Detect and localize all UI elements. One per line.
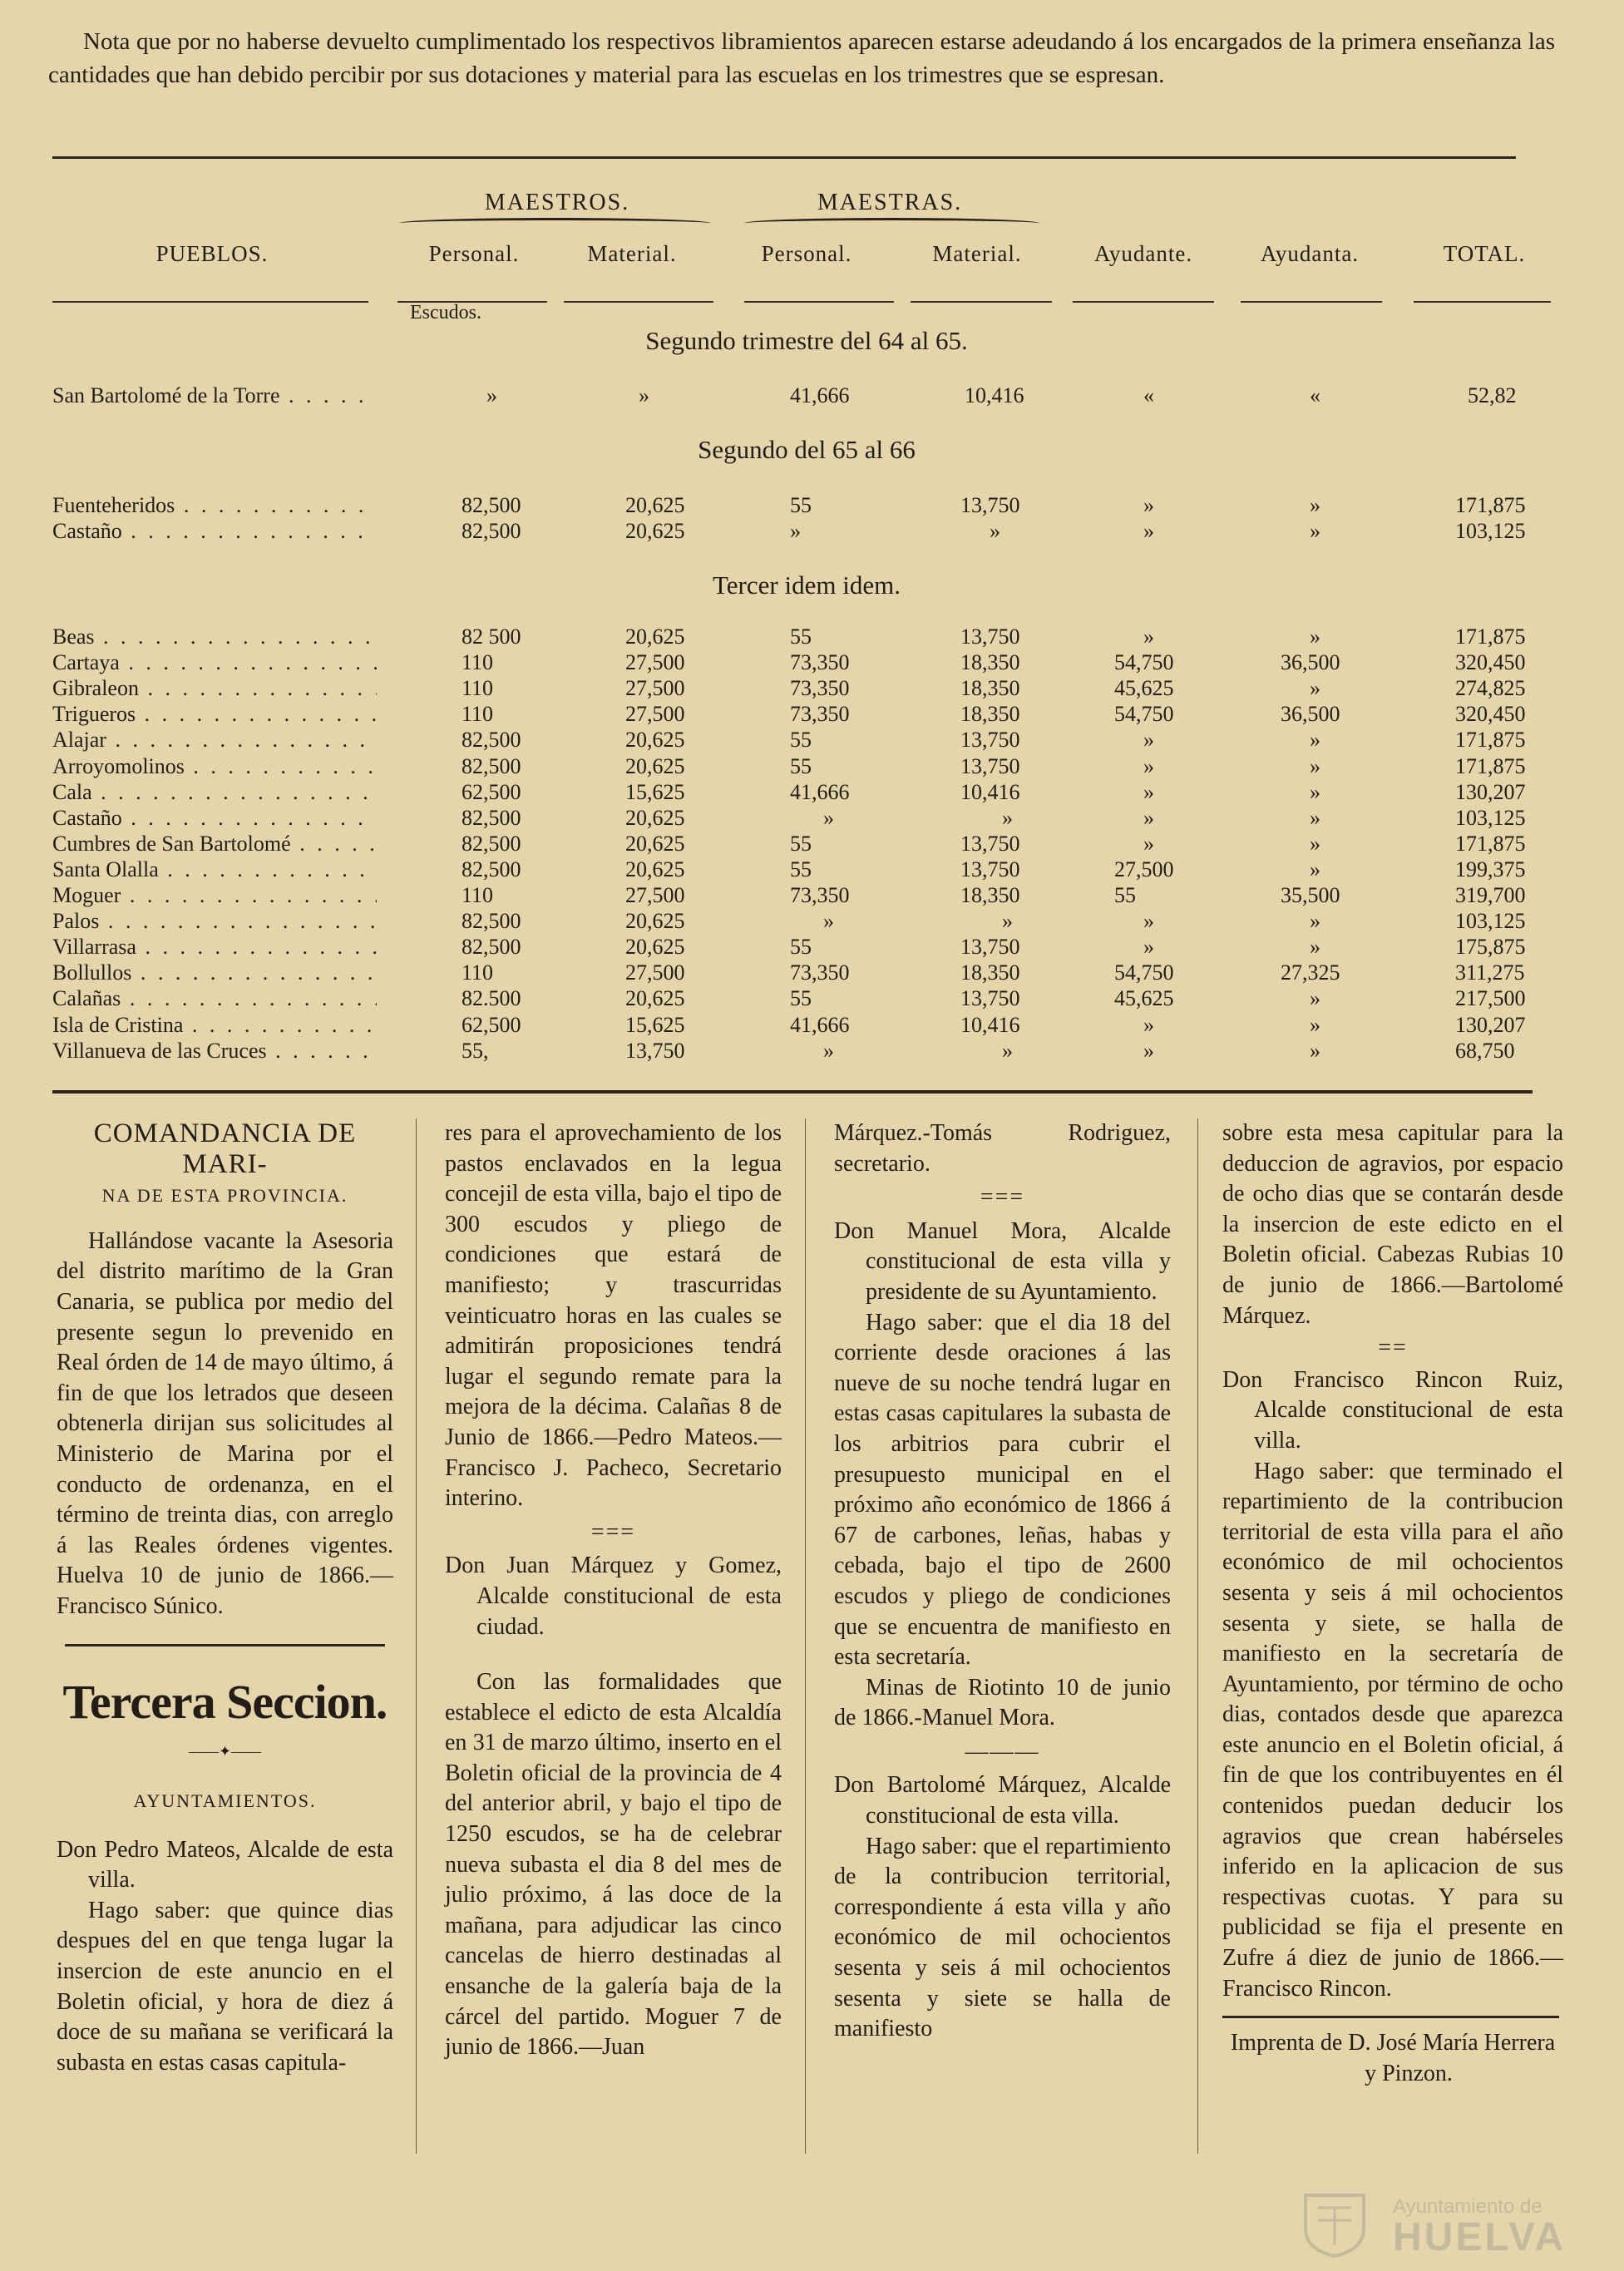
cell-material-maestras: 13,750 <box>960 493 1020 517</box>
header-total: TOTAL. <box>1443 241 1526 266</box>
town-name: Cala . . . <box>52 779 377 805</box>
cell-material-maestras: » <box>990 519 1000 543</box>
cell-ayudante: » <box>1143 779 1154 804</box>
cell-ayudante: » <box>1143 519 1154 543</box>
town-name: Castaño . . . <box>52 518 377 544</box>
cell-ayudante: » <box>1143 805 1154 830</box>
cell-material-maestros: 27,500 <box>625 960 685 985</box>
cell-personal-maestros: 55, <box>462 1038 489 1063</box>
brace-maestros <box>399 218 711 229</box>
watermark-logo <box>1285 2191 1601 2258</box>
cell-ayudante: » <box>1143 625 1154 649</box>
short-rule <box>65 1644 385 1646</box>
table-row <box>0 518 1624 544</box>
notice-title: Don Juan Márquez y Gomez, Alcalde constitucional de esta ciudad. <box>445 1553 782 1640</box>
cell-ayudanta: » <box>1310 805 1320 830</box>
notice-body: Hago saber: que el repartimiento de la contribucion territorial, correspondiente á esta villa y año económico de mil ochocientos sesenta y seis á mil ochocientos sesenta y siete se halla de manifiesto <box>834 1833 1171 2042</box>
cell-ayudanta: » <box>1310 519 1320 543</box>
cell-personal-maestras: 73,350 <box>790 676 850 701</box>
cell-personal-maestros: 82,500 <box>462 805 521 830</box>
separator: ——— <box>965 1738 1040 1765</box>
town-name: Alajar . . . <box>52 727 377 753</box>
shield-icon <box>1293 2191 1376 2258</box>
town-name: Isla de Cristina . . . <box>52 1012 377 1038</box>
table-row <box>0 779 1624 805</box>
cell-total: 68,750 <box>1455 1038 1515 1063</box>
cell-total: 311,275 <box>1455 960 1525 985</box>
cell-material-maestras: 10,416 <box>965 383 1024 407</box>
town-name: San Bartolomé de la Torre . . . <box>52 383 377 408</box>
cell-material-maestras: 10,416 <box>960 779 1020 804</box>
subheading-ayuntamientos: AYUNTAMIENTOS. <box>133 1790 317 1812</box>
cell-ayudanta: » <box>1310 728 1320 753</box>
town-name: Arroyomolinos . . . <box>52 753 377 779</box>
cell-material-maestras: 13,750 <box>960 935 1020 960</box>
header-material-maestros: Material. <box>587 241 677 266</box>
cell-personal-maestros: 62,500 <box>462 1012 521 1037</box>
header-underline-personal-maestras <box>744 301 894 303</box>
cell-material-maestras: 13,750 <box>960 986 1020 1011</box>
cell-ayudanta: « <box>1310 383 1320 407</box>
notice-sign: Minas de Riotinto 10 de junio de 1866.-Manuel Mora. <box>834 1674 1171 1731</box>
cell-material-maestras: » <box>1002 1038 1013 1063</box>
cell-ayudante: » <box>1143 935 1154 960</box>
header-underline-material-maestras <box>911 301 1052 303</box>
cell-ayudante: 54,750 <box>1114 702 1174 727</box>
notice-body: Hago saber: que el dia 18 del corriente desde oraciones á las nueve de su noche tendrá lugar en estas casas capitulares la subasta de los arbitrios para cubrir el presupuesto municipal en el próximo año económico de 1866 á 67 de carbones, leñas, habas y cebada, bajo el tipo de 2600 escudos y pliego de condiciones que se encuentra de manifiesto en esta secretaría. <box>834 1309 1171 1671</box>
table-bottom-rule <box>52 1090 1533 1094</box>
separator: == <box>1378 1335 1408 1361</box>
column-4 <box>1222 1118 1563 2089</box>
cell-personal-maestras: 73,350 <box>790 883 850 907</box>
column-divider <box>805 1118 806 2154</box>
cell-personal-maestras: » <box>823 1038 834 1063</box>
cell-material-maestras: » <box>1002 909 1013 934</box>
cell-personal-maestras: 55 <box>790 625 812 649</box>
cell-ayudanta: » <box>1310 779 1320 804</box>
intro-text: Nota que por no haberse devuelto cumplimentado los respectivos libramientos aparecen estarse adeudando á los encargados de la primera enseñanza las cantidades que han debido percibir por sus dotaciones y material para las escuelas en los trimestres que se espresan. <box>48 28 1555 88</box>
cell-personal-maestros: 110 <box>462 676 494 701</box>
town-name: Santa Olalla . . . <box>52 857 377 882</box>
table-row <box>0 960 1624 985</box>
separator: === <box>590 1518 636 1545</box>
cell-material-maestras: » <box>1002 805 1013 830</box>
header-material-maestras: Material. <box>932 241 1022 266</box>
cell-material-maestros: 27,500 <box>625 650 685 675</box>
cell-ayudante: 55 <box>1114 883 1136 907</box>
notice-title: Don Manuel Mora, Alcalde constitucional de esta villa y presidente de su Ayuntamiento. <box>834 1217 1171 1305</box>
cell-ayudante: 45,625 <box>1114 986 1174 1011</box>
column-2 <box>445 1118 782 2063</box>
notice-body: Con las formalidades que establece el edicto de esta Alcaldía en 31 de marzo último, inserto en el Boletin oficial de la provincia de 4 del anterior abril, y bajo el tipo de 1250 escudos, se ha de celebrar nueva subasta el dia 8 del mes de julio próximo, á las doce de la mañana, para adjudicar las cinco cancelas de hierro destinadas al ensanche de la galería baja de la cárcel del partido. Moguer 7 de junio de 1866.—Juan <box>445 1669 782 2061</box>
cell-ayudante: » <box>1143 728 1154 753</box>
cell-personal-maestros: 110 <box>462 960 494 985</box>
cell-material-maestros: 20,625 <box>625 935 685 960</box>
table-row <box>0 701 1624 727</box>
header-maestras: MAESTRAS. <box>817 190 963 215</box>
cell-material-maestros: 20,625 <box>625 493 685 517</box>
intro-note <box>48 25 1555 91</box>
cell-material-maestros: 27,500 <box>625 702 685 727</box>
section-title: Tercer idem idem. <box>713 570 901 600</box>
cell-personal-maestras: 55 <box>790 831 812 856</box>
cell-material-maestras: 13,750 <box>960 831 1020 856</box>
town-name: Palos . . . <box>52 908 377 934</box>
cell-material-maestras: 10,416 <box>960 1012 1020 1037</box>
cell-material-maestras: 18,350 <box>960 702 1020 727</box>
town-name: Calañas . . . <box>52 985 377 1011</box>
table-row <box>0 985 1624 1011</box>
cell-ayudanta: » <box>1310 935 1320 960</box>
cell-ayudanta: 35,500 <box>1281 883 1340 907</box>
ornament-rule: ——✦—— <box>188 1742 262 1760</box>
cell-ayudanta: 36,500 <box>1281 702 1340 727</box>
cell-total: 171,875 <box>1455 728 1526 753</box>
table-row <box>0 624 1624 649</box>
cell-ayudante: » <box>1143 831 1154 856</box>
cell-total: 199,375 <box>1455 857 1526 881</box>
cell-ayudante: 54,750 <box>1114 650 1174 675</box>
cell-ayudanta: » <box>1310 493 1320 517</box>
watermark-line-1: Ayuntamiento de <box>1393 2195 1543 2218</box>
watermark-line-2: HUELVA <box>1393 2215 1567 2259</box>
table-row <box>0 383 1624 408</box>
table-row <box>0 1038 1624 1064</box>
cell-total: 171,875 <box>1455 625 1526 649</box>
cell-material-maestros: 20,625 <box>625 986 685 1011</box>
table-row <box>0 805 1624 831</box>
table-row <box>0 831 1624 857</box>
table-row <box>0 857 1624 882</box>
imprint: Imprenta de D. José María Herrera y Pinzon. <box>1230 2030 1556 2086</box>
table-top-rule <box>52 156 1516 159</box>
table-row <box>0 753 1624 779</box>
comandancia-body: Hallándose vacante la Asesoria del distrito marítimo de la Gran Canaria, se publica por medio del presente segun lo prevenido en Real órden de 14 de mayo último, á fin de que los letrados que deseen obtenerla dirijan sus solicitudes al Ministerio de Marina por el conducto de ordenanza, en el término de treinta dias, con arreglo á las Reales órdenes vigentes. Huelva 10 de junio de 1866.—Francisco Súnico. <box>57 1227 393 1619</box>
cell-personal-maestros: 110 <box>462 883 494 907</box>
table-row <box>0 1012 1624 1038</box>
cell-personal-maestros: 82,500 <box>462 935 521 960</box>
cell-total: 217,500 <box>1455 986 1526 1011</box>
cell-total: 319,700 <box>1455 883 1526 907</box>
town-name: Trigueros . . . <box>52 701 377 727</box>
cell-total: 171,875 <box>1455 493 1526 517</box>
table-row <box>0 882 1624 908</box>
cell-ayudante: « <box>1143 383 1154 407</box>
subheading-comandancia: NA DE ESTA PROVINCIA. <box>101 1185 348 1207</box>
cell-total: 171,875 <box>1455 831 1526 856</box>
cell-total: 52,82 <box>1468 383 1517 407</box>
header-maestros: MAESTROS. <box>484 190 630 215</box>
cell-total: 175,875 <box>1455 935 1526 960</box>
section-title: Segundo trimestre del 64 al 65. <box>645 326 968 355</box>
town-name: Cumbres de San Bartolomé . . . <box>52 831 377 857</box>
cell-personal-maestros: 82,500 <box>462 831 521 856</box>
cell-personal-maestros: 82,500 <box>462 728 521 753</box>
table-row <box>0 908 1624 934</box>
column-3 <box>834 1118 1171 2045</box>
cell-personal-maestras: 55 <box>790 857 812 881</box>
cell-material-maestras: 13,750 <box>960 857 1020 881</box>
cell-ayudanta: » <box>1310 909 1320 934</box>
table-row <box>0 492 1624 518</box>
cell-material-maestros: 20,625 <box>625 857 685 881</box>
cell-personal-maestros: 110 <box>462 702 494 727</box>
cell-personal-maestras: 73,350 <box>790 702 850 727</box>
column-divider <box>416 1118 417 2154</box>
column-1 <box>57 1118 393 2078</box>
cell-ayudanta: » <box>1310 986 1320 1011</box>
cell-material-maestras: 18,350 <box>960 883 1020 907</box>
town-name: Fuenteheridos . . . <box>52 492 377 518</box>
brace-maestras <box>744 218 1039 229</box>
cell-personal-maestros: 82 500 <box>462 625 521 649</box>
cell-material-maestros: 27,500 <box>625 883 685 907</box>
notice-body: Hago saber: que terminado el repartimiento de la contribucion territorial de esta villa para el año económico de mil ochocientos sesenta y seis á mil ochocientos sesenta y siete, se halla de manifiesto en la secretaría de Ayuntamiento, por término de ocho dias, contados desde que aparezca este anuncio en el Boletin oficial, á fin de que los contribuyentes en él contenidos puedan deducir los agravios que crean habérseles inferido en la aplicacion de sus respectivas cuotas. Y para su publicidad se fija el presente en Zufre á diez de junio de 1866.—Francisco Rincon. <box>1222 1458 1563 2002</box>
cell-personal-maestras: 55 <box>790 986 812 1011</box>
cell-personal-maestros: 62,500 <box>462 779 521 804</box>
cell-material-maestras: 13,750 <box>960 753 1020 778</box>
town-name: Villanueva de las Cruces . . . <box>52 1038 377 1064</box>
header-ayudante: Ayudante. <box>1093 241 1193 266</box>
header-personal-maestras: Personal. <box>761 241 852 266</box>
cell-personal-maestras: » <box>823 909 834 934</box>
cell-total: 320,450 <box>1455 650 1526 675</box>
cell-personal-maestros: 110 <box>462 650 494 675</box>
cell-ayudanta: » <box>1310 753 1320 778</box>
table-row <box>0 934 1624 960</box>
cell-ayudanta: » <box>1310 1012 1320 1037</box>
cell-ayudante: 54,750 <box>1114 960 1174 985</box>
cell-ayudanta: » <box>1310 625 1320 649</box>
table-row <box>0 649 1624 675</box>
notice-title: Don Francisco Rincon Ruiz, Alcalde constitucional de esta villa. <box>1222 1366 1563 1454</box>
notice-body: res para el aprovechamiento de los pastos enclavados en la legua concejil de esta villa, bajo el tipo de 300 escudos y pliego de condiciones que estará de manifiesto; y trascurridas veinticuatro horas en las cuales se admitirán proposiciones tendrá lugar el segundo remate para la mejora de la décima. Calañas 8 de Junio de 1866.—Pedro Mateos.—Francisco J. Pacheco, Secretario interino. <box>445 1120 782 1512</box>
cell-personal-maestros: » <box>486 383 497 407</box>
header-pueblos: PUEBLOS. <box>155 241 269 266</box>
section-title: Segundo del 65 al 66 <box>698 435 916 464</box>
cell-material-maestras: 13,750 <box>960 728 1020 753</box>
cell-personal-maestros: 82.500 <box>462 986 521 1011</box>
short-rule <box>1222 2016 1559 2018</box>
notice-title: Don Pedro Mateos, Alcalde de esta villa. <box>57 1836 393 1893</box>
notice-body: Hago saber: que quince dias despues del en que tenga lugar la insercion de este anuncio en el Boletin oficial, y hora de diez á doce de su mañana se verificará la subasta en estas casas capitula- <box>57 1897 393 2076</box>
notice-title: Don Bartolomé Márquez, Alcalde constitucional de esta villa. <box>834 1772 1171 1829</box>
cell-total: 103,125 <box>1455 805 1526 830</box>
cell-ayudanta: 27,325 <box>1281 960 1340 985</box>
cell-ayudanta: 36,500 <box>1281 650 1340 675</box>
cell-material-maestras: 18,350 <box>960 650 1020 675</box>
cell-material-maestros: 20,625 <box>625 625 685 649</box>
cell-total: 171,875 <box>1455 753 1526 778</box>
town-name: Moguer . . . <box>52 882 377 908</box>
cell-total: 320,450 <box>1455 702 1526 727</box>
cell-personal-maestras: 41,666 <box>790 383 850 407</box>
column-divider <box>1197 1118 1198 2154</box>
cell-personal-maestras: 55 <box>790 728 812 753</box>
cell-personal-maestros: 82,500 <box>462 493 521 517</box>
cell-total: 103,125 <box>1455 519 1526 543</box>
cell-material-maestras: 18,350 <box>960 960 1020 985</box>
cell-total: 130,207 <box>1455 1012 1526 1037</box>
cell-personal-maestros: 82,500 <box>462 909 521 934</box>
cell-personal-maestras: 55 <box>790 935 812 960</box>
cell-ayudanta: » <box>1310 831 1320 856</box>
separator: === <box>980 1184 1025 1211</box>
cell-material-maestros: 20,625 <box>625 805 685 830</box>
table-row <box>0 727 1624 753</box>
town-name: Gibraleon . . . <box>52 675 377 701</box>
cell-personal-maestras: 41,666 <box>790 1012 850 1037</box>
notice-body: sobre esta mesa capitular para la deduccion de agravios, por espacio de ocho dias que se contarán desde la insercion de este edicto en el Boletin oficial. Cabezas Rubias 10 de junio de 1866.—Bartolomé Márquez. <box>1222 1120 1563 1329</box>
cell-material-maestras: 18,350 <box>960 676 1020 701</box>
cell-material-maestros: 27,500 <box>625 676 685 701</box>
cell-material-maestros: 20,625 <box>625 519 685 543</box>
header-personal-maestros: Personal. <box>428 241 520 266</box>
town-name: Villarrasa . . . <box>52 934 377 960</box>
cell-material-maestros: 20,625 <box>625 753 685 778</box>
cell-ayudanta: » <box>1310 676 1320 701</box>
cell-material-maestros: » <box>639 383 649 407</box>
cell-material-maestras: 13,750 <box>960 625 1020 649</box>
table-row <box>0 675 1624 701</box>
cell-material-maestros: 20,625 <box>625 728 685 753</box>
town-name: Castaño . . . <box>52 805 377 831</box>
header-underline-ayudanta <box>1241 301 1382 303</box>
unit-label: Escudos. <box>410 302 481 323</box>
cell-material-maestros: 15,625 <box>625 1012 685 1037</box>
section-heading: Tercera Seccion. <box>62 1674 387 1729</box>
cell-total: 274,825 <box>1455 676 1526 701</box>
cell-ayudante: » <box>1143 493 1154 517</box>
town-name: Beas . . . <box>52 624 377 649</box>
cell-personal-maestras: 73,350 <box>790 650 850 675</box>
cell-ayudante: 45,625 <box>1114 676 1174 701</box>
cell-ayudanta: » <box>1310 1038 1320 1063</box>
notice-sign: Márquez.-Tomás Rodriguez, secretario. <box>834 1120 1171 1177</box>
cell-personal-maestras: 41,666 <box>790 779 850 804</box>
cell-personal-maestras: » <box>790 519 801 543</box>
cell-ayudante: » <box>1143 1012 1154 1037</box>
cell-material-maestros: 15,625 <box>625 779 685 804</box>
cell-personal-maestros: 82,500 <box>462 519 521 543</box>
header-underline-total <box>1414 301 1551 303</box>
cell-total: 103,125 <box>1455 909 1526 934</box>
cell-total: 130,207 <box>1455 779 1526 804</box>
cell-ayudante: » <box>1143 909 1154 934</box>
town-name: Cartaya . . . <box>52 649 377 675</box>
cell-ayudante: 27,500 <box>1114 857 1174 881</box>
header-underline-pueblos <box>52 301 368 303</box>
cell-ayudante: » <box>1143 1038 1154 1063</box>
cell-material-maestros: 13,750 <box>625 1038 685 1063</box>
town-name: Bollullos . . . <box>52 960 377 985</box>
cell-personal-maestros: 82,500 <box>462 857 521 881</box>
cell-material-maestros: 20,625 <box>625 831 685 856</box>
header-underline-material-maestros <box>564 301 713 303</box>
cell-ayudante: » <box>1143 753 1154 778</box>
cell-ayudanta: » <box>1310 857 1320 881</box>
cell-personal-maestras: 73,350 <box>790 960 850 985</box>
cell-personal-maestras: 55 <box>790 493 812 517</box>
heading-comandancia: COMANDANCIA DE MARI- <box>93 1118 357 1179</box>
header-underline-ayudante <box>1073 301 1214 303</box>
header-ayudanta: Ayudanta. <box>1260 241 1360 266</box>
cell-personal-maestras: » <box>823 805 834 830</box>
cell-personal-maestros: 82,500 <box>462 753 521 778</box>
cell-personal-maestras: 55 <box>790 753 812 778</box>
cell-material-maestros: 20,625 <box>625 909 685 934</box>
